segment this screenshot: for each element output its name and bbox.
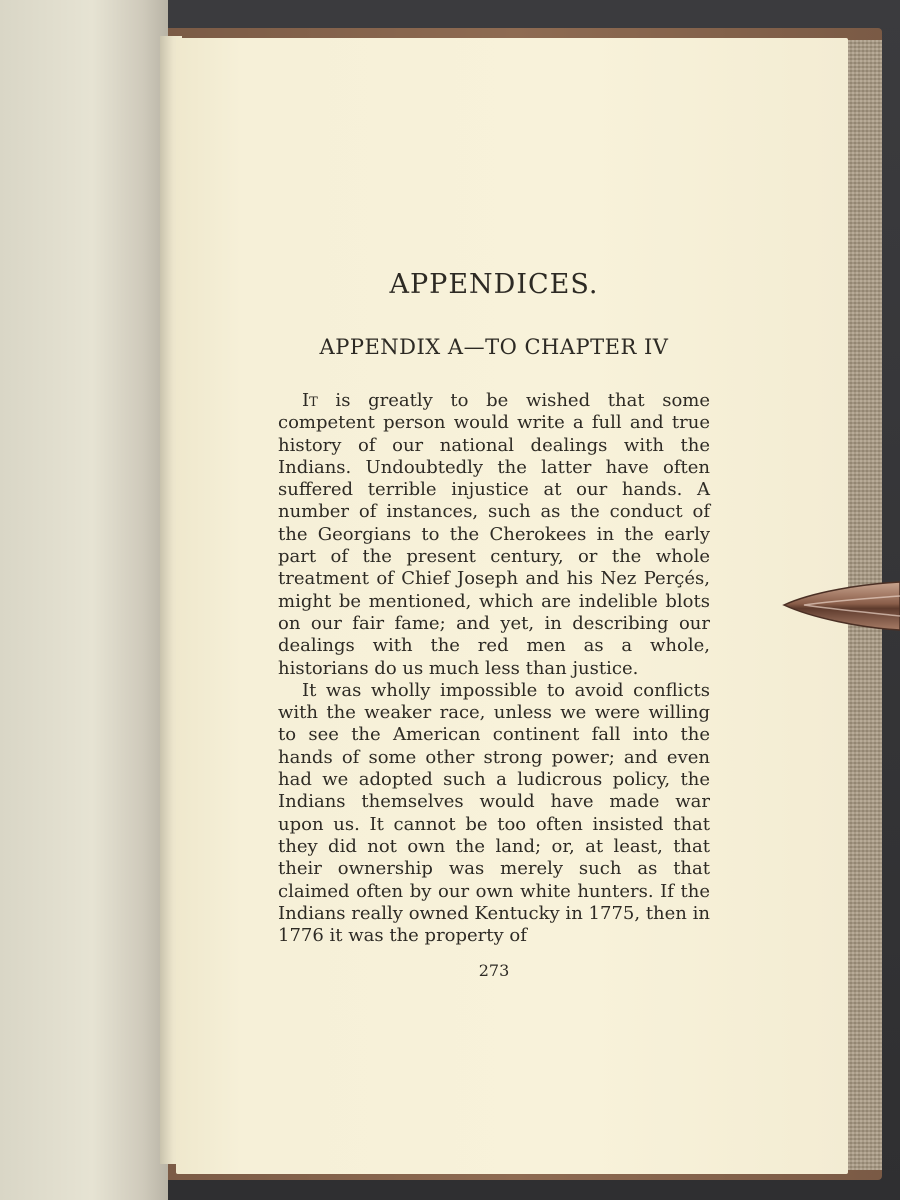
paragraph-1-lead: It <box>302 390 318 411</box>
paragraph-1-text: is greatly to be wished that some competent person would write a full and true history of our national dealings with the Indians. Undoubtedly the latter have often suffered terrible injustice at our hands. A number of instances, such as the conduct of the Georgians to the Cherokees in the early part of the present century, or the whole treatment of Chief Joseph and his Nez Perçés, might be mentioned, which are indelible blots on our fair fame; and yet, in describing our dealings with the red men as a whole, historians do us much less than justice. <box>278 390 710 679</box>
page-number: 273 <box>478 961 510 981</box>
right-page <box>176 38 848 1174</box>
appendix-heading: APPENDIX A—TO CHAPTER IV <box>319 335 669 359</box>
left-page <box>0 0 168 1200</box>
metal-bookmark-clip <box>782 578 900 634</box>
paragraph-1 <box>278 390 710 680</box>
page-text-block <box>278 268 710 981</box>
paragraph-2: It was wholly impossible to avoid conflicts with the weaker race, unless we were willing to see the American continent fall into the hands of some other strong power; and even had we adopted such a ludicrous policy, the Indians themselves would have made war upon us. It cannot be too often insisted that they did not own the land; or, at least, that their ownership was merely such as that claimed often by our own white hunters. If the Indians really owned Kentucky in 1775, then in 1776 it was the property of <box>278 679 710 947</box>
appendices-title: APPENDICES. <box>389 269 599 300</box>
